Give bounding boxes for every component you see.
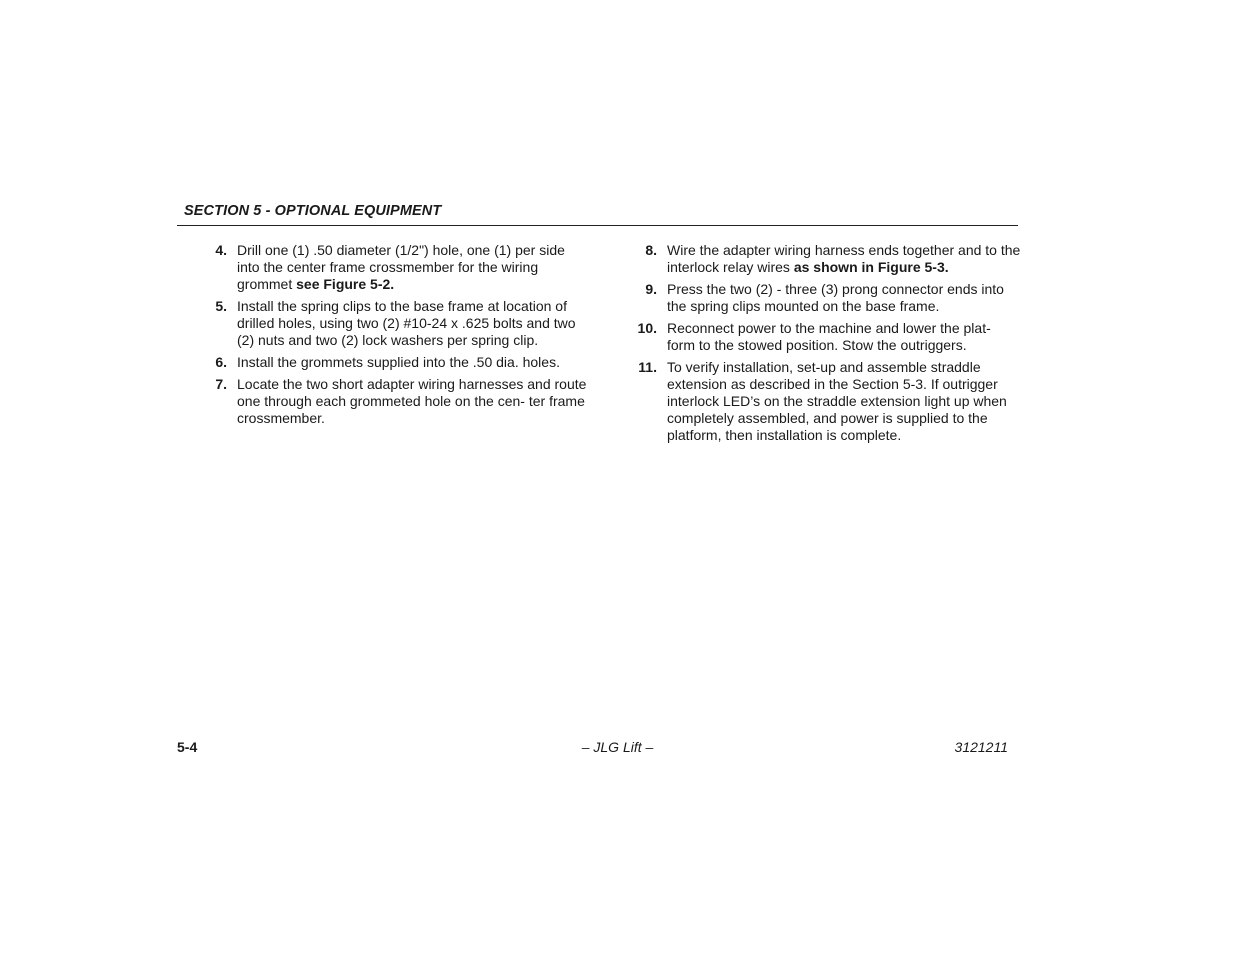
document-number: 3121211 [954,739,1008,755]
step-text [667,242,1022,276]
right-column [630,242,1022,449]
step-number: 4. [215,242,227,258]
step-text [237,242,590,293]
step-number: 7. [215,376,227,392]
step-number: 6. [215,354,227,370]
step-9 [630,281,1022,315]
step-body: Install the spring clips to the base frame at location of drilled holes, using two (2) #10-24 x .625 bolts and two (2) nuts and two (2) lock washers per spring clip. [237,298,576,348]
figure-reference: see Figure 5-2. [296,276,395,292]
step-5 [200,298,590,349]
step-body: Locate the two short adapter wiring harnesses and route one through each grommeted hole on the cen- ter frame crossmember. [237,376,587,426]
step-7 [200,376,590,427]
header-rule [177,225,1018,226]
step-body: Install the grommets supplied into the .50 dia. holes. [237,354,560,370]
step-number: 11. [638,359,657,375]
step-number: 9. [645,281,657,297]
page-number: 5-4 [177,739,198,755]
step-8 [630,242,1022,276]
step-11 [630,359,1022,444]
step-number: 8. [645,242,657,258]
step-4 [200,242,590,293]
step-10 [630,320,1022,354]
step-body: Press the two (2) - three (3) prong connector ends into the spring clips mounted on the base frame. [667,281,1004,314]
step-body: Drill one (1) .50 diameter (1/2") hole, one (1) per side into the center frame crossmember for the wiring grommet [237,242,565,292]
step-6 [200,354,590,371]
left-column [200,242,590,432]
figure-reference: as shown in Figure 5-3. [793,259,949,275]
step-number: 10. [637,320,657,336]
step-body: Wire the adapter wiring harness ends together and to the interlock relay wires [667,242,1021,275]
step-number: 5. [215,298,227,314]
step-body: To verify installation, set-up and assemble straddle extension as described in the Section 5-3. If outrigger interlock LED’s on the straddle extension light up when completely assembled, and power is supplied to the platform, then installation is complete. [667,359,1007,443]
section-title: SECTION 5 - OPTIONAL EQUIPMENT [184,203,442,219]
step-body: Reconnect power to the machine and lower the plat- form to the stowed position. Stow the outriggers. [667,320,991,353]
footer-brand: – JLG Lift – [581,739,654,755]
